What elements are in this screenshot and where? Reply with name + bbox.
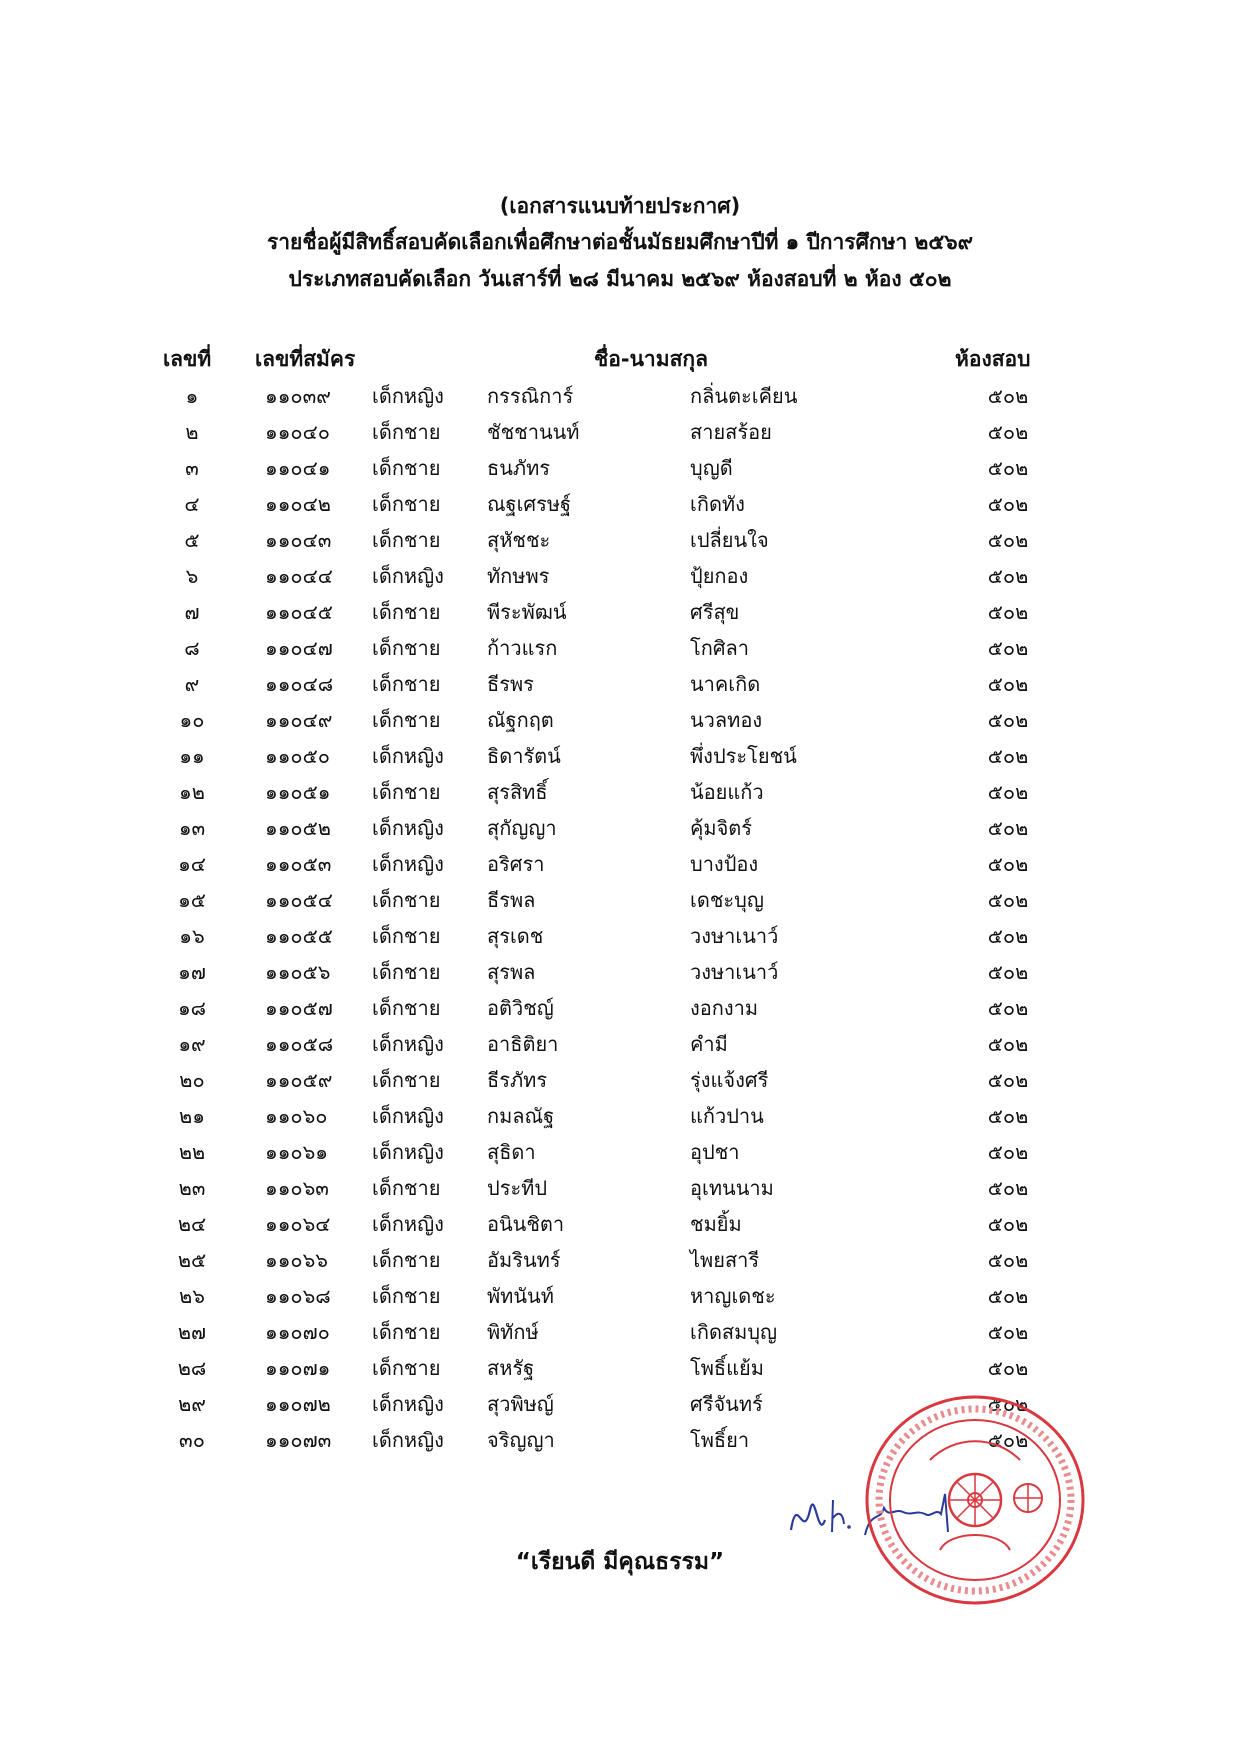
name-prefix: เด็กชาย [372, 456, 441, 480]
last-name: โพธิ์ยา [690, 1428, 750, 1452]
application-number: ๑๑๐๕๔ [265, 888, 333, 912]
application-number: ๑๑๐๔๐ [265, 420, 330, 444]
application-number: ๑๑๐๖๖ [265, 1248, 328, 1272]
table-row [0, 416, 1240, 452]
first-name: ทักษพร [487, 564, 550, 588]
last-name: น้อยแก้ว [690, 780, 764, 804]
last-name: เดชะบุญ [690, 888, 764, 912]
first-name: สุธิดา [487, 1140, 536, 1164]
first-name: อาธิติยา [487, 1032, 559, 1056]
name-prefix: เด็กชาย [372, 636, 441, 660]
name-prefix: เด็กหญิง [372, 1428, 444, 1452]
first-name: สุรพล [487, 960, 536, 984]
name-prefix: เด็กหญิง [372, 744, 444, 768]
school-seal-icon [860, 1390, 1090, 1610]
last-name: คุ้มจิตร์ [690, 816, 753, 840]
last-name: ไพยสารี [690, 1248, 760, 1272]
table-row [0, 1280, 1240, 1316]
exam-room: ๕๐๒ [987, 384, 1029, 408]
exam-room: ๕๐๒ [987, 852, 1029, 876]
application-number: ๑๑๐๕๓ [265, 852, 332, 876]
last-name: เปลี่ยนใจ [690, 528, 769, 552]
last-name: กลิ่นตะเคียน [690, 384, 798, 408]
table-row [0, 848, 1240, 884]
table-row [0, 632, 1240, 668]
last-name: อุเทนนาม [690, 1176, 774, 1200]
row-number: ๓๐ [179, 1428, 205, 1452]
application-number: ๑๑๐๕๖ [265, 960, 331, 984]
last-name: ศรีสุข [690, 600, 740, 624]
application-number: ๑๑๐๓๙ [265, 384, 331, 408]
first-name: พีระพัฒน์ [487, 600, 567, 624]
table-row [0, 1064, 1240, 1100]
name-prefix: เด็กชาย [372, 960, 441, 984]
first-name: จริญญา [487, 1428, 555, 1452]
name-prefix: เด็กชาย [372, 1284, 441, 1308]
last-name: นาคเกิด [690, 672, 761, 696]
row-number: ๒๘ [177, 1356, 207, 1380]
application-number: ๑๑๐๔๕ [265, 600, 333, 624]
table-row [0, 1316, 1240, 1352]
last-name: เกิดสมบุญ [690, 1320, 778, 1344]
exam-room: ๕๐๒ [987, 420, 1029, 444]
first-name: สุรเดช [487, 924, 544, 948]
last-name: บุญดี [690, 456, 733, 480]
last-name: วงษาเนาว์ [690, 924, 779, 948]
application-number: ๑๑๐๖๔ [265, 1212, 331, 1236]
row-number: ๒๔ [177, 1212, 207, 1236]
row-number: ๑๑ [179, 744, 205, 768]
exam-room: ๕๐๒ [987, 960, 1029, 984]
application-number: ๑๑๐๔๒ [265, 492, 331, 516]
row-number: ๔ [184, 492, 200, 516]
table-row [0, 1244, 1240, 1280]
table-row [0, 560, 1240, 596]
exam-room: ๕๐๒ [987, 1212, 1029, 1236]
application-number: ๑๑๐๔๑ [265, 456, 331, 480]
exam-room: ๕๐๒ [987, 528, 1029, 552]
table-row [0, 1028, 1240, 1064]
last-name: ศรีจันทร์ [690, 1392, 763, 1416]
first-name: พิทักษ์ [487, 1320, 539, 1344]
exam-room: ๕๐๒ [987, 1320, 1029, 1344]
row-number: ๒ [185, 420, 199, 444]
row-number: ๖ [185, 564, 199, 588]
row-number: ๑๖ [179, 924, 205, 948]
last-name: โพธิ์แย้ม [690, 1356, 764, 1380]
name-prefix: เด็กชาย [372, 1248, 441, 1272]
application-number: ๑๑๐๕๑ [265, 780, 331, 804]
exam-room: ๕๐๒ [987, 1428, 1029, 1452]
exam-room: ๕๐๒ [987, 1176, 1029, 1200]
exam-room: ๕๐๒ [987, 1248, 1029, 1272]
name-prefix: เด็กชาย [372, 780, 441, 804]
first-name: อัมรินทร์ [487, 1248, 561, 1272]
row-number: ๙ [184, 672, 200, 696]
exam-room: ๕๐๒ [987, 456, 1029, 480]
row-number: ๒๓ [178, 1176, 206, 1200]
row-number: ๒๗ [177, 1320, 207, 1344]
first-name: อริศรา [487, 852, 545, 876]
name-prefix: เด็กชาย [372, 1176, 441, 1200]
row-number: ๗ [184, 600, 200, 624]
application-number: ๑๑๐๖๑ [265, 1140, 328, 1164]
row-number: ๘ [184, 636, 200, 660]
column-header-no: เลขที่ [163, 347, 212, 371]
row-number: ๒๑ [179, 1104, 205, 1128]
name-prefix: เด็กหญิง [372, 564, 444, 588]
application-number: ๑๑๐๗๓ [265, 1428, 332, 1452]
exam-room: ๕๐๒ [987, 636, 1029, 660]
name-prefix: เด็กชาย [372, 672, 441, 696]
column-header-app-no: เลขที่สมัคร [255, 347, 356, 371]
exam-room: ๕๐๒ [987, 924, 1029, 948]
table-row [0, 380, 1240, 416]
first-name: ธีรภัทร [487, 1068, 548, 1092]
table-row [0, 668, 1240, 704]
row-number: ๓ [185, 456, 199, 480]
name-prefix: เด็กหญิง [372, 1104, 444, 1128]
first-name: ธนภัทร [487, 456, 550, 480]
first-name: สุรสิทธิ์ [487, 780, 548, 804]
row-number: ๑๓ [178, 816, 206, 840]
last-name: อุปชา [690, 1140, 740, 1164]
last-name: วงษาเนาว์ [690, 960, 779, 984]
last-name: พึ่งประโยชน์ [690, 744, 797, 768]
first-name: สหรัฐ [487, 1356, 535, 1380]
exam-room: ๕๐๒ [987, 1104, 1029, 1128]
name-prefix: เด็กชาย [372, 1068, 441, 1092]
first-name: พัทนันท์ [487, 1284, 554, 1308]
row-number: ๒๒ [178, 1140, 206, 1164]
exam-room: ๕๐๒ [987, 1140, 1029, 1164]
name-prefix: เด็กชาย [372, 708, 441, 732]
first-name: สุหัชชะ [487, 528, 551, 552]
name-prefix: เด็กหญิง [372, 1140, 444, 1164]
first-name: อนินชิตา [487, 1212, 565, 1236]
last-name: งอกงาม [690, 996, 759, 1020]
last-name: รุ่งแจ้งศรี [690, 1068, 769, 1092]
last-name: บางป้อง [690, 852, 759, 876]
first-name: ณฐเศรษฐ์ [487, 492, 572, 516]
table-row [0, 992, 1240, 1028]
name-prefix: เด็กหญิง [372, 1032, 444, 1056]
last-name: คำมี [690, 1032, 728, 1056]
first-name: ธิดารัตน์ [487, 744, 561, 768]
exam-room: ๕๐๒ [987, 1032, 1029, 1056]
application-number: ๑๑๐๕๐ [265, 744, 330, 768]
first-name: กมลณัฐ [487, 1104, 555, 1128]
last-name: ชมยิ้ม [690, 1212, 742, 1236]
name-prefix: เด็กชาย [372, 996, 441, 1020]
first-name: ชัชชานนท์ [487, 420, 580, 444]
table-row [0, 812, 1240, 848]
exam-room: ๕๐๒ [987, 600, 1029, 624]
row-number: ๒๕ [177, 1248, 207, 1272]
name-prefix: เด็กชาย [372, 492, 441, 516]
application-number: ๑๑๐๕๙ [265, 1068, 333, 1092]
application-number: ๑๑๐๗๐ [265, 1320, 330, 1344]
table-row [0, 776, 1240, 812]
last-name: โกศิลา [690, 636, 750, 660]
application-number: ๑๑๐๔๗ [265, 636, 333, 660]
exam-room: ๕๐๒ [987, 816, 1029, 840]
first-name: ประทีป [487, 1176, 548, 1200]
row-number: ๑๐ [179, 708, 205, 732]
first-name: ก้าวแรก [487, 636, 558, 660]
first-name: อติวิชญ์ [487, 996, 554, 1020]
row-number: ๑๙ [178, 1032, 206, 1056]
header-exam-info: ประเภทสอบคัดเลือก วันเสาร์ที่ ๒๘ มีนาคม ๒๕๖๙ ห้องสอบที่ ๒ ห้อง ๕๐๒ [288, 267, 952, 291]
first-name: สุวพิษญ์ [487, 1392, 554, 1416]
application-number: ๑๑๐๔๓ [265, 528, 332, 552]
table-row [0, 884, 1240, 920]
row-number: ๕ [184, 528, 200, 552]
exam-room: ๕๐๒ [987, 1068, 1029, 1092]
exam-room: ๕๐๒ [987, 996, 1029, 1020]
first-name: กรรณิการ์ [487, 384, 574, 408]
name-prefix: เด็กหญิง [372, 384, 444, 408]
application-number: ๑๑๐๖๓ [265, 1176, 329, 1200]
name-prefix: เด็กชาย [372, 924, 441, 948]
row-number: ๒๐ [179, 1068, 205, 1092]
column-header-name: ชื่อ-นามสกุล [594, 347, 708, 371]
name-prefix: เด็กชาย [372, 1320, 441, 1344]
row-number: ๒๖ [179, 1284, 205, 1308]
application-number: ๑๑๐๕๘ [265, 1032, 334, 1056]
exam-room: ๕๐๒ [987, 1284, 1029, 1308]
first-name: สุกัญญา [487, 816, 557, 840]
last-name: เกิดทัง [690, 492, 745, 516]
first-name: ธีรพล [487, 888, 536, 912]
name-prefix: เด็กชาย [372, 888, 441, 912]
last-name: ปุ้ยกอง [690, 564, 749, 588]
row-number: ๒๙ [178, 1392, 206, 1416]
table-row [0, 488, 1240, 524]
name-prefix: เด็กหญิง [372, 1392, 444, 1416]
exam-room: ๕๐๒ [987, 564, 1029, 588]
application-number: ๑๑๐๕๕ [265, 924, 333, 948]
exam-room: ๕๐๒ [987, 744, 1029, 768]
name-prefix: เด็กหญิง [372, 1212, 444, 1236]
column-header-room: ห้องสอบ [955, 347, 1031, 371]
application-number: ๑๑๐๗๒ [265, 1392, 331, 1416]
table-row [0, 1172, 1240, 1208]
table-row [0, 1100, 1240, 1136]
exam-room: ๕๐๒ [987, 492, 1029, 516]
exam-room: ๕๐๒ [987, 780, 1029, 804]
exam-room: ๕๐๒ [987, 888, 1029, 912]
last-name: นวลทอง [690, 708, 763, 732]
row-number: ๑๒ [179, 780, 205, 804]
exam-room: ๕๐๒ [987, 1392, 1029, 1416]
application-number: ๑๑๐๔๘ [265, 672, 334, 696]
table-row [0, 524, 1240, 560]
header-title: (เอกสารแนบท้ายประกาศ) [499, 194, 741, 218]
name-prefix: เด็กชาย [372, 420, 441, 444]
application-number: ๑๑๐๔๔ [265, 564, 333, 588]
name-prefix: เด็กชาย [372, 528, 441, 552]
first-name: ธีรพร [487, 672, 534, 696]
last-name: แก้วปาน [690, 1104, 764, 1128]
application-number: ๑๑๐๕๗ [265, 996, 333, 1020]
exam-room: ๕๐๒ [987, 1356, 1029, 1380]
row-number: ๑๕ [178, 888, 206, 912]
table-row [0, 1208, 1240, 1244]
row-number: ๑๔ [178, 852, 206, 876]
table-row [0, 740, 1240, 776]
last-name: หาญเดชะ [690, 1284, 776, 1308]
exam-room: ๕๐๒ [987, 672, 1029, 696]
application-number: ๑๑๐๔๙ [265, 708, 333, 732]
table-row [0, 920, 1240, 956]
table-row [0, 956, 1240, 992]
application-number: ๑๑๐๕๒ [265, 816, 331, 840]
name-prefix: เด็กชาย [372, 1356, 441, 1380]
table-row [0, 1136, 1240, 1172]
first-name: ณัฐกฤต [487, 708, 554, 732]
last-name: สายสร้อย [690, 420, 772, 444]
row-number: ๑๗ [178, 960, 206, 984]
table-row [0, 1352, 1240, 1388]
application-number: ๑๑๐๖๐ [265, 1104, 328, 1128]
table-row [0, 704, 1240, 740]
application-number: ๑๑๐๗๑ [265, 1356, 331, 1380]
name-prefix: เด็กชาย [372, 600, 441, 624]
school-motto: “เรียนดี มีคุณธรรม” [515, 1549, 725, 1575]
name-prefix: เด็กหญิง [372, 852, 444, 876]
exam-room: ๕๐๒ [987, 708, 1029, 732]
row-number: ๑๘ [177, 996, 207, 1020]
table-row [0, 596, 1240, 632]
table-row [0, 452, 1240, 488]
row-number: ๑ [185, 384, 199, 408]
header-subtitle: รายชื่อผู้มีสิทธิ์สอบคัดเลือกเพื่อศึกษาต่อชั้นมัธยมศึกษาปีที่ ๑ ปีการศึกษา ๒๕๖๙ [266, 230, 974, 254]
application-number: ๑๑๐๖๘ [265, 1284, 331, 1308]
name-prefix: เด็กหญิง [372, 816, 444, 840]
